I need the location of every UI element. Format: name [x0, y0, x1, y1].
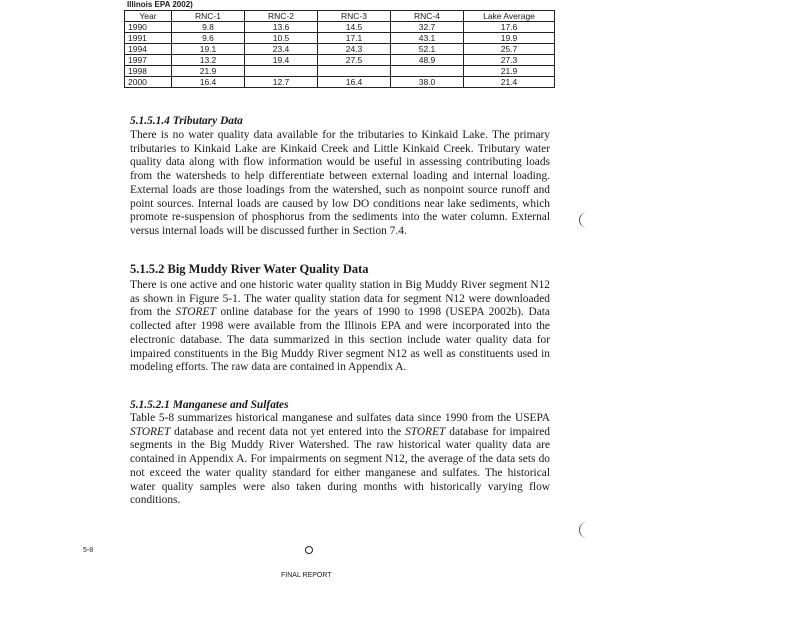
- cell-year: 1997: [125, 55, 172, 66]
- header-lake-average: Lake Average: [464, 11, 555, 22]
- cell-year: 2000: [125, 77, 172, 88]
- storet-term: STORET: [130, 425, 171, 438]
- footer-report-label: FINAL REPORT: [281, 572, 332, 579]
- cell-rnc-4: 32.7: [391, 22, 464, 33]
- header-rnc-2: RNC-2: [245, 11, 318, 22]
- cell-lake-average: 19.9: [464, 33, 555, 44]
- logo-icon: [305, 546, 313, 554]
- manganese-heading: 5.1.5.2.1 Manganese and Sulfates: [130, 399, 289, 411]
- big-muddy-text-part: online database for the years of 1990 to 1998 (USEPA 2002b). Data collected after 1998 were available from the Illinois EPA and were incorporated into the electronic database. The data summarized in this section include water quality data for impaired constituents in the Big Muddy River segment N12 as well as constituents used in modeling efforts. The raw data are contained in Appendix A.: [130, 306, 550, 374]
- table-header-row: [125, 11, 555, 22]
- cell-rnc-2: [245, 66, 318, 77]
- cell-rnc-2: 19.4: [245, 55, 318, 66]
- manganese-text: [130, 412, 550, 508]
- table-row: [125, 44, 555, 55]
- manganese-text-part: database and recent data not yet entered into the: [170, 425, 406, 438]
- big-muddy-text: [130, 279, 550, 375]
- table-caption: Illinois EPA 2002): [127, 0, 193, 9]
- cell-year: 1990: [125, 22, 172, 33]
- cell-lake-average: 17.6: [464, 22, 555, 33]
- cell-rnc-2: 12.7: [245, 77, 318, 88]
- table-row: [125, 55, 555, 66]
- cell-year: 1998: [125, 66, 172, 77]
- cell-rnc-4: [391, 66, 464, 77]
- cell-lake-average: 21.4: [464, 77, 555, 88]
- binding-hole-mark: [579, 212, 590, 228]
- big-muddy-paragraph: [130, 279, 550, 375]
- cell-rnc-4: 52.1: [391, 44, 464, 55]
- table-row: [125, 33, 555, 44]
- manganese-text-part: database for impaired segments in the Big Muddy River Watershed. The raw historical water quality data are contained in Appendix A. For impairments on segment N12, the average of the data sets do not exceed the water quality standard for either manganese and sulfates. The historical water quality samples were also taken during months with historically varying flow conditions.: [130, 425, 550, 507]
- storet-term: STORET: [405, 425, 446, 438]
- binding-hole-mark: [579, 522, 590, 538]
- cell-rnc-3: 24.3: [318, 44, 391, 55]
- cell-rnc-3: 14.5: [318, 22, 391, 33]
- cell-rnc-2: 13.6: [245, 22, 318, 33]
- table-row: [125, 22, 555, 33]
- header-rnc-3: RNC-3: [318, 11, 391, 22]
- header-rnc-1: RNC-1: [172, 11, 245, 22]
- cell-rnc-3: 27.5: [318, 55, 391, 66]
- header-rnc-4: RNC-4: [391, 11, 464, 22]
- cell-lake-average: 21.9: [464, 66, 555, 77]
- tributary-paragraph: [130, 129, 550, 239]
- cell-rnc-1: 13.2: [172, 55, 245, 66]
- cell-year: 1991: [125, 33, 172, 44]
- water-quality-table: [124, 10, 555, 88]
- cell-rnc-4: 48.9: [391, 55, 464, 66]
- tributary-heading: 5.1.5.1.4 Tributary Data: [130, 115, 243, 127]
- cell-lake-average: 27.3: [464, 55, 555, 66]
- cell-rnc-4: 43.1: [391, 33, 464, 44]
- big-muddy-heading: 5.1.5.2 Big Muddy River Water Quality Data: [130, 262, 369, 276]
- table-row: [125, 66, 555, 77]
- cell-rnc-3: 16.4: [318, 77, 391, 88]
- manganese-text-part: Table 5-8 summarizes historical manganese and sulfates data since 1990 from the USEPA: [130, 412, 550, 424]
- cell-rnc-4: 38.0: [391, 77, 464, 88]
- cell-rnc-1: 9.6: [172, 33, 245, 44]
- big-muddy-text-part: There is one active and one historic water quality station in Big Muddy River segment N12 as shown in Figure 5-1. The water quality station data for segment N12 were downloaded from the: [130, 279, 550, 319]
- cell-rnc-1: 21.9: [172, 66, 245, 77]
- cell-rnc-1: 9.8: [172, 22, 245, 33]
- storet-term: STORET: [175, 306, 216, 319]
- header-year: Year: [125, 11, 172, 22]
- cell-lake-average: 25.7: [464, 44, 555, 55]
- cell-rnc-2: 23.4: [245, 44, 318, 55]
- table-row: [125, 77, 555, 88]
- cell-rnc-3: 17.1: [318, 33, 391, 44]
- cell-rnc-3: [318, 66, 391, 77]
- page-number: 5-8: [83, 547, 94, 554]
- cell-rnc-2: 10.5: [245, 33, 318, 44]
- cell-year: 1994: [125, 44, 172, 55]
- cell-rnc-1: 16.4: [172, 77, 245, 88]
- manganese-paragraph: [130, 412, 550, 508]
- cell-rnc-1: 19.1: [172, 44, 245, 55]
- tributary-text: There is no water quality data available for the tributaries to Kinkaid Lake. The primary tributaries to Kinkaid Lake are Kinkaid Creek and Little Kinkaid Creek. Tributary water quality data along with flow information would be useful in assessing contributing loads from the watersheds to help differentiate between external loading and internal loading. External loads are those loadings from the watershed, such as nonpoint source runoff and point sources. Internal loads are caused by low DO conditions near lake sediments, which promote re-suspension of phosphorus from the sediments into the water column. External versus internal loads will be discussed further in Section 7.4.: [130, 129, 550, 237]
